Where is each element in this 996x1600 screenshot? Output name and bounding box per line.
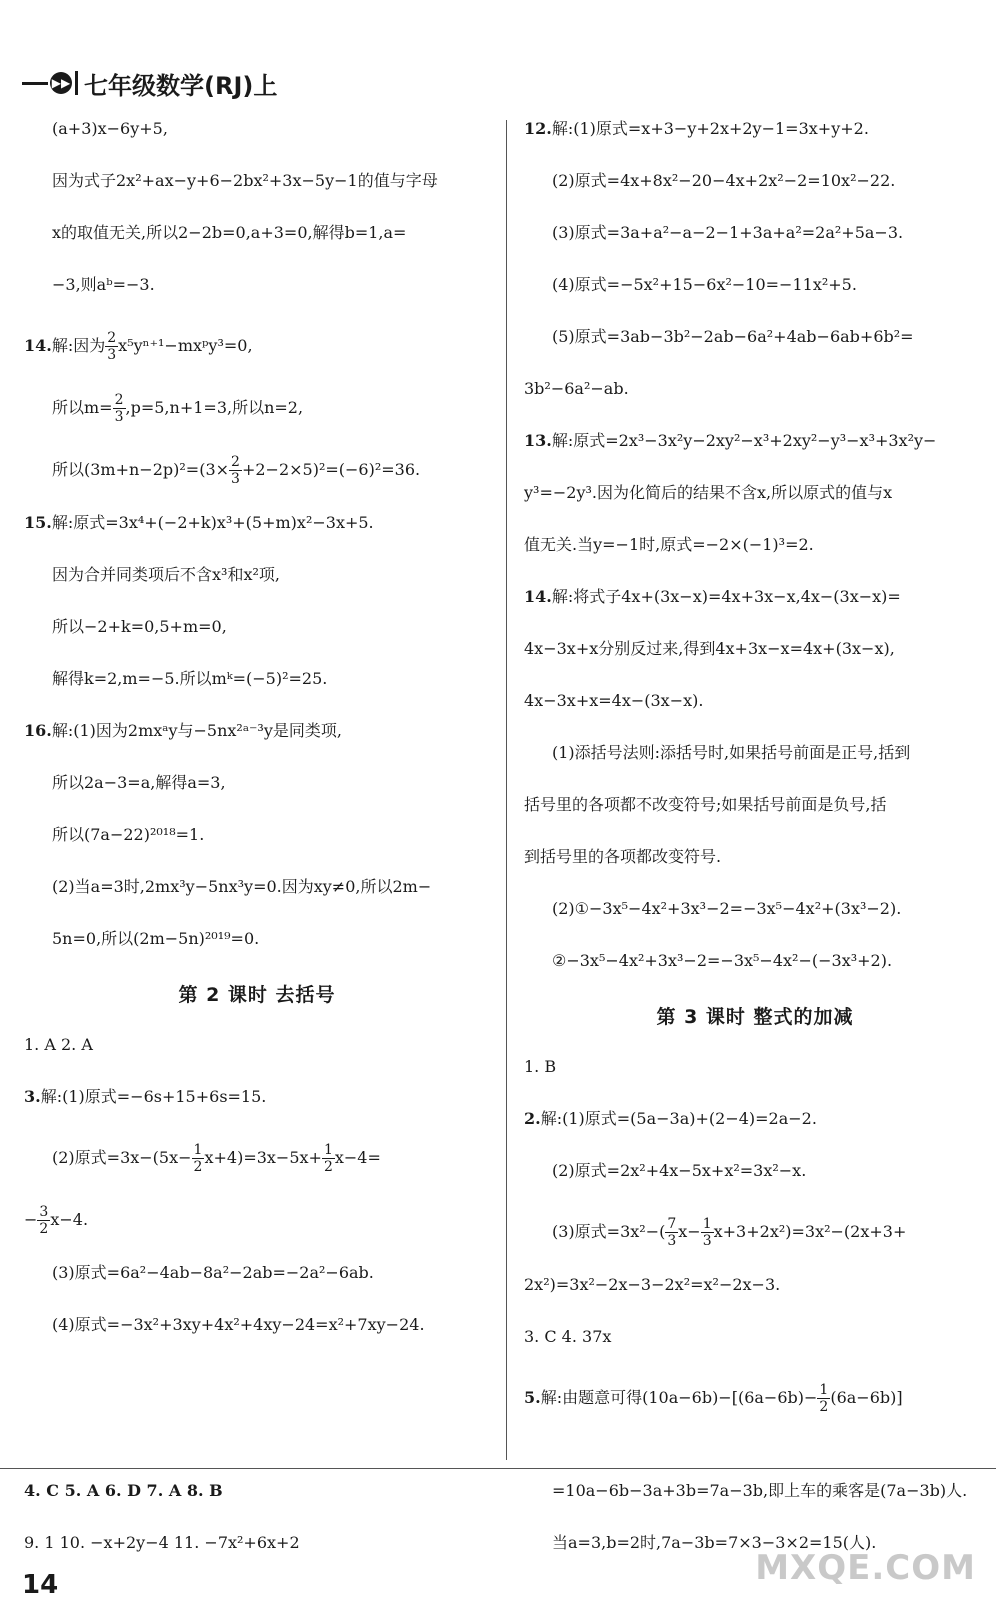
text-line: x的取值无关,所以2−2b=0,a+3=0,解得b=1,a= xyxy=(52,223,407,242)
text-line: −3,则aᵇ=−3. xyxy=(52,275,155,294)
page-number: 14 xyxy=(22,1570,59,1600)
text-line: 4x−3x+x=4x−(3x−x). xyxy=(524,691,704,710)
text: (2)原式=3x−(5x− xyxy=(52,1148,192,1167)
text: 解:(1)原式=x+3−y+2x+2y−1=3x+y+2. xyxy=(551,119,869,138)
q5-line-1 xyxy=(524,1378,986,1418)
q3-line-1 xyxy=(24,1086,490,1108)
text: 解:原式=2x³−3x²y−2xy²−x³+2xy²−y³−x³+3x²y− xyxy=(551,431,937,450)
question-number: 12. xyxy=(524,119,552,138)
answers-line: 1. A 2. A xyxy=(24,1035,93,1054)
question-number: 13. xyxy=(524,431,552,450)
text: 解:原式=3x⁴+(−2+k)x³+(5+m)x²−3x+5. xyxy=(51,513,374,532)
fraction: $\frac{3}{2}$ xyxy=(39,1204,49,1237)
text-line: y³=−2y³.因为化简后的结果不含x,所以原式的值与x xyxy=(524,483,893,502)
q2-line-1 xyxy=(524,1108,986,1130)
text-line: 因为合并同类项后不含x³和x²项, xyxy=(52,565,280,584)
text-line: 当a=3,b=2时,7a−3b=7×3−3×2=15(人). xyxy=(552,1533,877,1552)
fraction: $\frac{2}{3}$ xyxy=(114,392,124,425)
answers-line: 9. 1 10. −x+2y−4 11. −7x²+6x+2 xyxy=(24,1533,300,1552)
text: x+4)=3x−5x+ xyxy=(204,1148,322,1167)
header-bar xyxy=(75,71,78,95)
watermark: MXQE.COM xyxy=(755,1548,976,1588)
text: (3)原式=3x²−( xyxy=(552,1222,666,1241)
text-line: 4x−3x+x分别反过来,得到4x+3x−x=4x+(3x−x), xyxy=(524,639,895,658)
text: x−4. xyxy=(50,1210,89,1229)
text: (6a−6b)] xyxy=(830,1388,903,1407)
text-line: (2)①−3x⁵−4x²+3x³−2=−3x⁵−4x²+(3x³−2). xyxy=(552,899,902,918)
text-line: ②−3x⁵−4x²+3x³−2=−3x⁵−4x²−(−3x³+2). xyxy=(552,951,893,970)
page-header xyxy=(22,64,277,102)
q14-line-3 xyxy=(24,450,490,490)
fraction: $\frac{1}{2}$ xyxy=(819,1382,829,1415)
question-number: 14. xyxy=(524,587,552,606)
text: 解:因为 xyxy=(51,336,106,355)
q2-line-3 xyxy=(524,1212,986,1252)
text-line: (2)原式=2x²+4x−5x+x²=3x²−x. xyxy=(552,1161,807,1180)
q16-line-1 xyxy=(24,720,490,742)
text-line: 值无关.当y=−1时,原式=−2×(−1)³=2. xyxy=(524,535,814,554)
text: x−4= xyxy=(334,1148,381,1167)
q3-line-3 xyxy=(24,1200,490,1240)
section-title: 第 3 课时 整式的加减 xyxy=(656,1006,854,1028)
text-line: (5)原式=3ab−3b²−2ab−6a²+4ab−6ab+6b²= xyxy=(552,327,914,346)
horizontal-rule xyxy=(0,1468,996,1469)
question-number: 14. xyxy=(24,336,52,355)
text-line: 到括号里的各项都改变符号. xyxy=(524,847,722,866)
text: − xyxy=(24,1210,38,1229)
answers-line: 3. C 4. 37x xyxy=(524,1327,612,1346)
fraction: $\frac{2}{3}$ xyxy=(107,330,117,363)
text-line: 因为式子2x²+ax−y+6−2bx²+3x−5y−1的值与字母 xyxy=(52,171,438,190)
text: 解:(1)原式=(5a−3a)+(2−4)=2a−2. xyxy=(540,1109,817,1128)
text: 所以(3m+n−2p)²=(3× xyxy=(52,460,230,479)
text-line: (4)原式=−5x²+15−6x²−10=−11x²+5. xyxy=(552,275,857,294)
column-divider xyxy=(506,120,507,1460)
text-line: 2x²)=3x²−2x−3−2x²=x²−2x−3. xyxy=(524,1275,781,1294)
left-column xyxy=(24,118,490,1366)
question-number: 16. xyxy=(24,721,52,740)
text-line: 所以2a−3=a,解得a=3, xyxy=(52,773,226,792)
fraction: $\frac{2}{3}$ xyxy=(231,454,240,487)
bottom-left xyxy=(24,1480,300,1584)
fraction: $\frac{1}{2}$ xyxy=(193,1142,203,1175)
question-number: 2. xyxy=(524,1109,541,1128)
text-line: (2)当a=3时,2mx³y−5nx³y=0.因为xy≠0,所以2m− xyxy=(52,877,432,896)
page-footer xyxy=(22,1570,58,1600)
text: 解:将式子4x+(3x−x)=4x+3x−x,4x−(3x−x)= xyxy=(551,587,901,606)
q14-line-2 xyxy=(24,388,490,428)
text-line: 5n=0,所以(2m−5n)²⁰¹⁹=0. xyxy=(52,929,260,948)
answers-line: 4. C 5. A 6. D 7. A 8. B xyxy=(24,1481,223,1500)
text-line: 解得k=2,m=−5.所以mᵏ=(−5)²=25. xyxy=(52,669,328,688)
text-line: 3b²−6a²−ab. xyxy=(524,379,629,398)
right-column xyxy=(524,118,986,1440)
fraction: $\frac{1}{3}$ xyxy=(702,1216,712,1249)
text-line: =10a−6b−3a+3b=7a−3b,即上车的乘客是(7a−3b)人. xyxy=(552,1481,968,1500)
fraction: $\frac{7}{3}$ xyxy=(667,1216,677,1249)
text-line: (3)原式=6a²−4ab−8a²−2ab=−2a²−6ab. xyxy=(52,1263,374,1282)
text-line: 所以(7a−22)²⁰¹⁸=1. xyxy=(52,825,205,844)
q3-line-2 xyxy=(24,1138,490,1178)
text-line: (a+3)x−6y+5, xyxy=(52,119,168,138)
text: +2−2×5)²=(−6)²=36. xyxy=(241,460,421,479)
text-line: 括号里的各项都不改变符号;如果括号前面是负号,括 xyxy=(524,795,887,814)
section-title: 第 2 课时 去括号 xyxy=(178,984,336,1006)
text: x− xyxy=(678,1222,701,1241)
text: 解:(1)因为2mxᵃy与−5nx²ᵃ⁻³y是同类项, xyxy=(51,721,342,740)
q15-line-1 xyxy=(24,512,490,534)
q13-line-1 xyxy=(524,430,986,452)
text: x⁵yⁿ⁺¹−mxᵖy³=0, xyxy=(118,336,253,355)
text: 解:(1)原式=−6s+15+6s=15. xyxy=(40,1087,267,1106)
text: ,p=5,n+1=3,所以n=2, xyxy=(125,398,304,417)
question-number: 15. xyxy=(24,513,52,532)
page-title: 七年级数学(RJ)上 xyxy=(84,71,278,100)
question-number: 3. xyxy=(24,1087,41,1106)
fraction: $\frac{1}{2}$ xyxy=(323,1142,333,1175)
text: 所以m= xyxy=(52,398,113,417)
answers-line: 1. B xyxy=(524,1057,557,1076)
text-line: (1)添括号法则:添括号时,如果括号前面是正号,括到 xyxy=(552,743,911,762)
q14-line-1 xyxy=(524,586,986,608)
text-line: (2)原式=4x+8x²−20−4x+2x²−2=10x²−22. xyxy=(552,171,896,190)
question-number: 5. xyxy=(524,1388,541,1407)
header-dash xyxy=(22,82,48,85)
text-line: 所以−2+k=0,5+m=0, xyxy=(52,617,227,636)
text: x+3+2x²)=3x²−(2x+3+ xyxy=(713,1222,907,1241)
play-forward-icon: ▶▶ xyxy=(50,72,72,94)
q12-line-1 xyxy=(524,118,986,140)
text: 解:由题意可得(10a−6b)−[(6a−6b)− xyxy=(540,1388,818,1407)
text-line: (4)原式=−3x²+3xy+4x²+4xy−24=x²+7xy−24. xyxy=(52,1315,425,1334)
text-line: (3)原式=3a+a²−a−2−1+3a+a²=2a²+5a−3. xyxy=(552,223,904,242)
q14-line-1 xyxy=(24,326,490,366)
